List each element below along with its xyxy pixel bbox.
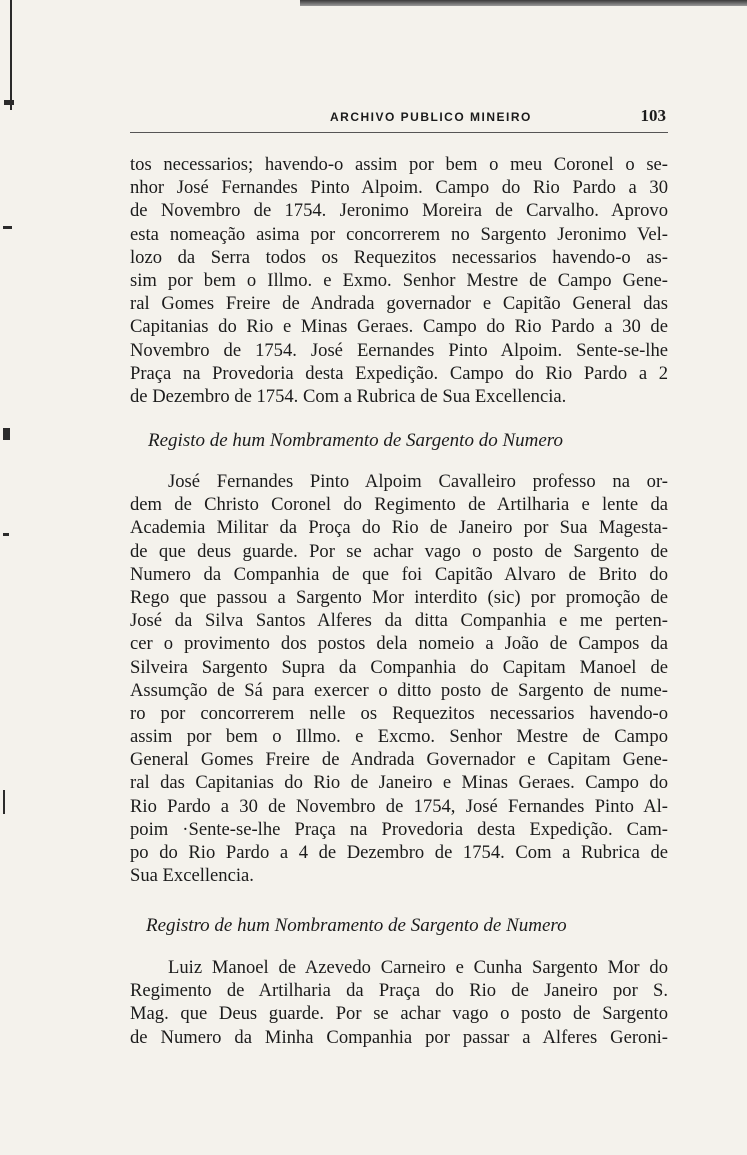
margin-mark [4,100,14,105]
text-line: ro por concorrerem nelle os Requezitos necessarios havendo-o [130,702,668,724]
text-line: Academia Militar da Proça do Rio de Janeiro por Sua Magesta- [130,517,668,539]
page-top-edge [300,0,747,6]
section-heading: Registo de hum Nombramento de Sargento do Numero [148,430,563,451]
text-line: esta nomeação asima por concorrerem no Sargento Jeronimo Vel- [130,223,668,245]
margin-mark [3,428,10,440]
text-line: Silveira Sargento Supra da Companhia do Capitam Manoel de [130,656,668,678]
text-line: de que deus guarde. Por se achar vago o posto de Sargento de [130,540,668,562]
margin-mark [3,533,9,536]
paragraph-continuation [130,153,668,408]
text-line: Rio Pardo a 30 de Novembro de 1754, José Fernandes Pinto Al- [130,795,668,817]
text-line: Numero da Companhia de que foi Capitão Alvaro de Brito do [130,563,668,585]
text-line: José Fernandes Pinto Alpoim Cavalleiro professo na or- [168,471,668,492]
text-line: sim por bem o Illmo. e Exmo. Senhor Mestre de Campo Gene- [130,269,668,291]
text-line: lozo da Serra todos os Requezitos necessarios havendo-o as- [130,246,668,268]
text-line: nhor José Fernandes Pinto Alpoim. Campo do Rio Pardo a 30 [130,177,668,199]
text-line: Sua Excellencia. [130,865,254,887]
running-title: ARCHIVO PUBLICO MINEIRO [330,110,532,124]
text-line: ral Gomes Freire de Andrada governador e Capitão General das [130,293,668,315]
text-line: José da Silva Santos Alferes da ditta Companhia e me perten- [130,610,668,632]
page-header [130,106,668,133]
text-line: Praça na Provedoria desta Expedição. Campo do Rio Pardo a 2 [130,362,668,384]
text-line: de Novembro de 1754. Jeronimo Moreira de Carvalho. Aprovo [130,200,668,222]
text-line: de Numero da Minha Companhia por passar a Alferes Geroni- [130,1026,668,1048]
text-line: cer o provimento dos postos dela nomeio a João de Campos da [130,633,668,655]
text-line: Luiz Manoel de Azevedo Carneiro e Cunha Sargento Mor do [168,957,668,978]
text-line: Mag. que Deus guarde. Por se achar vago o posto de Sargento [130,1003,668,1025]
text-line: Novembro de 1754. José Eernandes Pinto Alpoim. Sente-se-lhe [130,339,668,361]
text-line: dem de Christo Coronel do Regimento de Artilharia e lente da [130,494,668,516]
text-line: tos necessarios; havendo-o assim por bem o meu Coronel o se- [130,154,668,175]
text-line: Assumção de Sá para exercer o ditto posto de Sargento de nume- [130,679,668,701]
margin-mark [3,790,5,814]
text-line: po do Rio Pardo a 4 de Dezembro de 1754. Com a Rubrica de [130,842,668,863]
text-line: de Dezembro de 1754. Com a Rubrica de Sua Excellencia. [130,385,567,407]
section-heading: Registro de hum Nombramento de Sargento de Numero [146,915,567,936]
paragraph-nomination [130,470,668,887]
text-line: Capitanias do Rio e Minas Geraes. Campo do Rio Pardo a 30 de [130,316,668,338]
margin-mark [3,226,12,229]
page-number: 103 [640,106,666,125]
text-line: Regimento de Artilharia da Praça do Rio de Janeiro por S. [130,980,668,1002]
paragraph-registro [130,956,668,1049]
text-line: assim por bem o Illmo. e Excmo. Senhor Mestre de Campo [130,726,668,748]
text-line: ral das Capitanias do Rio de Janeiro e Minas Geraes. Campo do [130,772,668,794]
page-left-edge [0,0,12,110]
text-line: General Gomes Freire de Andrada Governador e Capitam Gene- [130,749,668,771]
text-line: poim ·Sente-se-lhe Praça na Provedoria desta Expedição. Cam- [130,818,668,840]
text-line: Rego que passou a Sargento Mor interdito (sic) por promoção de [130,586,668,608]
